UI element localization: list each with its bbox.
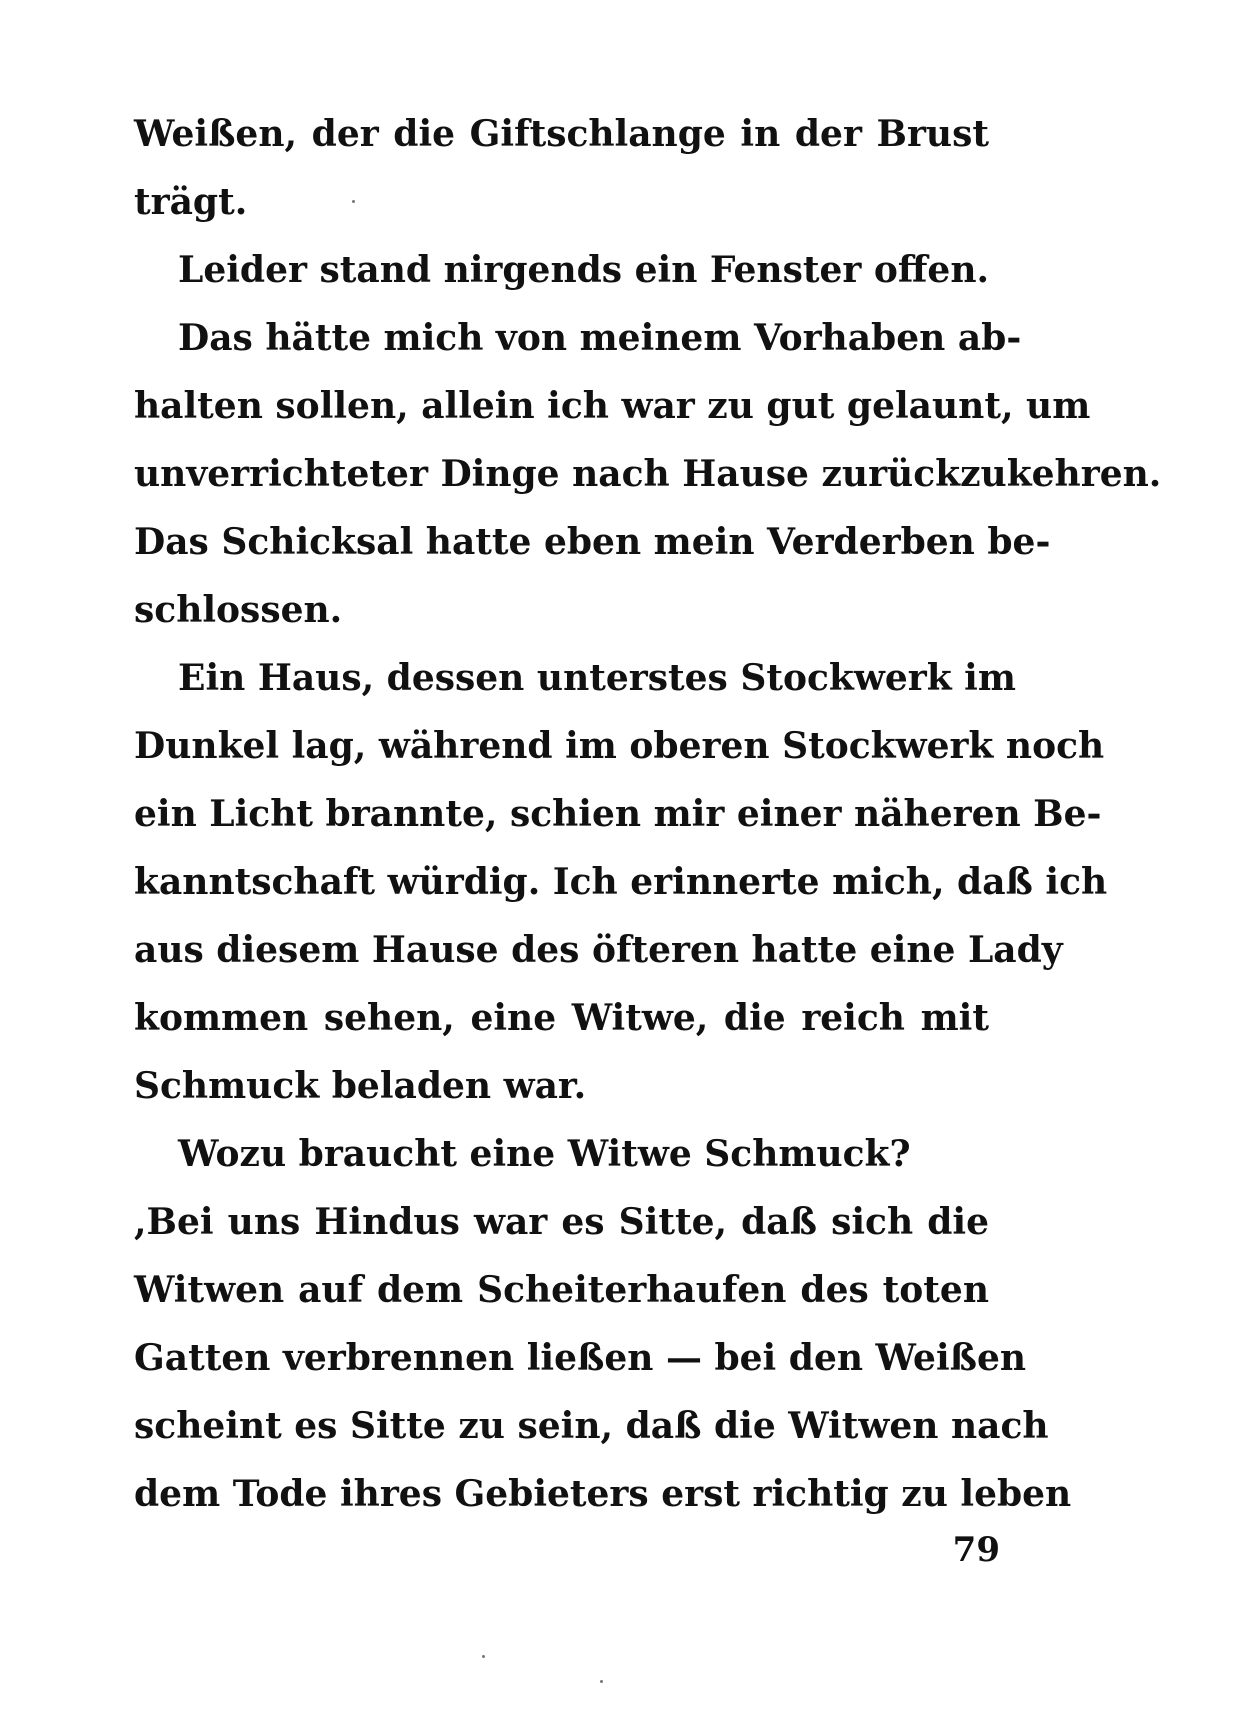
text-line-20: scheint es Sitte zu sein, daß die Witwen nach — [134, 1405, 1049, 1447]
paper-speck — [352, 200, 355, 203]
text-line-13: aus diesem Hause des öfteren hatte eine Lady — [134, 929, 1063, 971]
text-line-16: Wozu braucht eine Witwe Schmuck? — [178, 1133, 911, 1175]
text-line-3: Leider stand nirgends ein Fenster offen. — [178, 249, 990, 291]
body-text — [134, 100, 1162, 1528]
text-line-8: schlossen. — [134, 589, 343, 631]
text-line-1: Weißen, der die Giftschlange in der Brust — [134, 113, 989, 155]
page-number: 79 — [952, 1530, 1000, 1570]
text-line-10: Dunkel lag, während im oberen Stockwerk noch — [134, 725, 1105, 767]
text-line-2: trägt. — [134, 181, 248, 223]
text-line-15: Schmuck beladen war. — [134, 1065, 587, 1107]
text-line-7: Das Schicksal hatte eben mein Verderben be- — [134, 521, 1051, 563]
paper-speck — [482, 1655, 485, 1658]
text-line-14: kommen sehen, eine Witwe, die reich mit — [134, 997, 989, 1039]
text-line-21: dem Tode ihres Gebieters erst richtig zu leben — [134, 1473, 1072, 1515]
text-line-19: Gatten verbrennen ließen — bei den Weißen — [134, 1337, 1027, 1379]
text-line-11: ein Licht brannte, schien mir einer näheren Be- — [134, 793, 1102, 835]
text-line-6: unverrichteter Dinge nach Hause zurückzukehren. — [134, 453, 1162, 495]
text-line-18: Witwen auf dem Scheiterhaufen des toten — [134, 1269, 989, 1311]
text-line-5: halten sollen, allein ich war zu gut gelaunt, um — [134, 385, 1091, 427]
text-line-4: Das hätte mich von meinem Vorhaben ab- — [178, 317, 1022, 359]
text-line-9: Ein Haus, dessen unterstes Stockwerk im — [178, 657, 1016, 699]
text-line-12: kanntschaft würdig. Ich erinnerte mich, daß ich — [134, 861, 1108, 903]
text-line-17: ,Bei uns Hindus war es Sitte, daß sich die — [134, 1201, 989, 1243]
paper-speck — [600, 1680, 603, 1683]
